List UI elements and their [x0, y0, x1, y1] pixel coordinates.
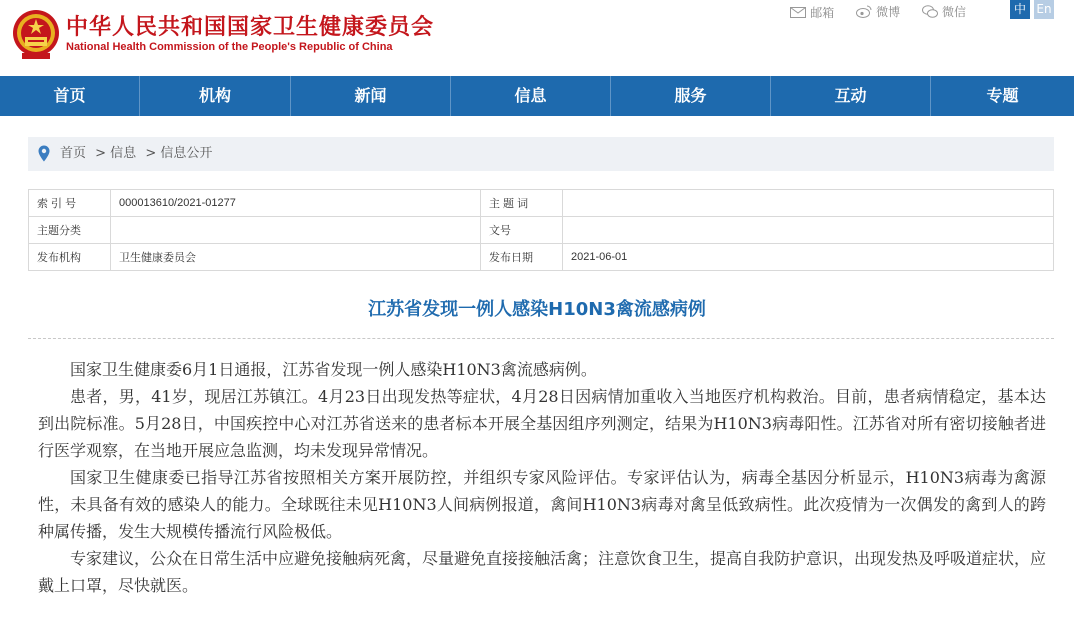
site-title-en: National Health Commission of the People's Republic of China	[66, 41, 393, 53]
site-header	[0, 0, 1074, 76]
nav-item-services[interactable]: 服务	[611, 76, 771, 116]
nav-item-topics[interactable]: 专题	[986, 86, 1019, 105]
nav-item-news[interactable]: 新闻	[291, 76, 451, 116]
article-paragraph: 国家卫生健康委6月1日通报，江苏省发现一例人感染H10N3禽流感病例。	[70, 360, 597, 379]
issuer-value: 卫生健康委员会	[111, 244, 481, 271]
top-links	[772, 3, 966, 21]
breadcrumb	[28, 137, 1054, 171]
weibo-link[interactable]	[856, 3, 900, 20]
national-emblem-icon[interactable]	[12, 7, 60, 61]
index-label: 索 引 号	[29, 190, 111, 217]
lang-zh-button[interactable]: 中	[1010, 0, 1030, 19]
subject-word-value	[563, 190, 1054, 217]
wechat-link[interactable]	[922, 3, 966, 20]
mail-icon	[790, 7, 806, 18]
doc-no-value	[563, 217, 1054, 244]
lang-en-button[interactable]: En	[1034, 0, 1054, 19]
nav-item-organization[interactable]: 机构	[140, 76, 291, 116]
main-nav	[0, 76, 1074, 116]
breadcrumb-info-disclosure[interactable]: > 信息公开	[145, 146, 213, 161]
title-divider	[28, 338, 1054, 339]
site-title-cn[interactable]: 中华人民共和国国家卫生健康委员会	[66, 15, 435, 40]
nav-item-home[interactable]: 首页	[0, 76, 140, 116]
index-value: 000013610/2021-01277	[111, 190, 481, 217]
subject-word-label: 主 题 词	[481, 190, 563, 217]
wechat-link-label: 微信	[941, 5, 966, 19]
article-paragraph: 患者，男，41岁，现居江苏镇江。4月23日出现发热等症状，4月28日因病情加重收入当地医疗机构救治。目前，患者病情稳定，基本达到出院标准。5月28日，中国疾控中心对江苏省送来的患者标本开展全基因组序列测定，结果为H10N3病毒阳性。江苏省对所有密切接触者进行医学观察，在当地开展应急监测，均未发现异常情况。	[38, 387, 1046, 460]
wechat-icon	[922, 5, 938, 18]
nav-item-interaction[interactable]: 互动	[771, 76, 931, 116]
date-value: 2021-06-01	[563, 244, 1054, 271]
article-body	[38, 356, 1046, 599]
weibo-link-label: 微博	[876, 5, 901, 19]
mail-link-label: 邮箱	[810, 6, 835, 20]
weibo-icon	[856, 5, 872, 18]
breadcrumb-home[interactable]: 首页	[60, 146, 87, 161]
nav-item-info[interactable]: 信息	[451, 76, 611, 116]
article-title: 江苏省发现一例人感染H10N3禽流感病例	[368, 299, 706, 320]
metadata-table	[28, 189, 1054, 271]
location-pin-icon	[38, 145, 50, 162]
mail-link[interactable]	[790, 4, 834, 21]
date-label: 发布日期	[481, 244, 563, 271]
category-value	[111, 217, 481, 244]
doc-no-label: 文号	[481, 217, 563, 244]
article-paragraph: 国家卫生健康委已指导江苏省按照相关方案开展防控，并组织专家风险评估。专家评估认为，病毒全基因分析显示，H10N3病毒为禽源性，未具备有效的感染人的能力。全球既往未见H10N3人间病例报道，禽间H10N3病毒对禽呈低致病性。此次疫情为一次偶发的禽到人的跨种属传播，发生大规模传播流行风险极低。	[38, 468, 1046, 541]
article-paragraph: 专家建议，公众在日常生活中应避免接触病死禽，尽量避免直接接触活禽；注意饮食卫生，提高自我防护意识，出现发热及呼吸道症状，应戴上口罩，尽快就医。	[38, 549, 1047, 595]
breadcrumb-info[interactable]: > 信息	[95, 146, 137, 161]
category-label: 主题分类	[29, 217, 111, 244]
issuer-label: 发布机构	[29, 244, 111, 271]
